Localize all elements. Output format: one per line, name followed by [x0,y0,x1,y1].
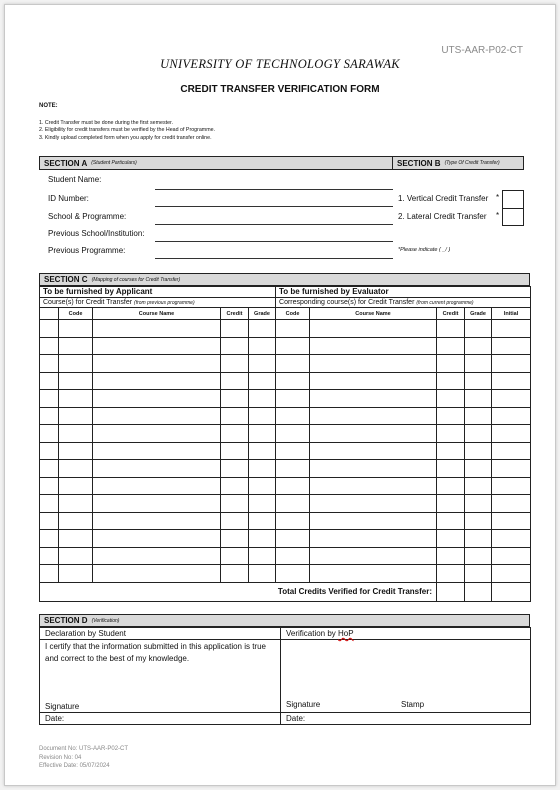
section-c-header [39,273,530,286]
applicant-course-name-cell[interactable] [93,460,221,478]
vertical-transfer-label: 1. Vertical Credit Transfer [398,194,489,203]
course-mapping-table [39,286,531,602]
column-header-code: Code [59,308,93,320]
section-d-label: SECTION D [44,616,88,625]
table-row [40,390,531,408]
applicant-courses-sub: (from previous programme) [134,299,195,306]
evaluator-course-name-cell[interactable] [310,407,437,425]
applicant-credit-cell[interactable] [221,390,249,408]
row-index-cell[interactable] [40,320,59,338]
notes-list [39,120,215,142]
applicant-grade-cell[interactable] [249,547,276,565]
evaluator-course-name-cell[interactable] [310,477,437,495]
evaluator-course-name-cell[interactable] [310,372,437,390]
row-index-cell[interactable] [40,495,59,513]
evaluator-courses-label: Corresponding course(s) for Credit Transfer [279,298,415,306]
applicant-code-cell[interactable] [59,320,93,338]
note-item: 1. Credit Transfer must be done during the first semester. [39,120,173,126]
evaluator-course-name-cell[interactable] [310,390,437,408]
evaluator-grade-cell[interactable] [465,477,492,495]
evaluator-credit-cell[interactable] [437,477,465,495]
evaluator-initial-cell[interactable] [492,407,531,425]
column-header-grade: Grade [249,308,276,320]
evaluator-course-name-cell[interactable] [310,355,437,373]
table-row [40,565,531,583]
evaluator-code-cell[interactable] [276,547,310,565]
evaluator-course-name-cell[interactable] [310,337,437,355]
evaluator-credit-cell[interactable] [437,442,465,460]
row-index-cell[interactable] [40,425,59,443]
evaluator-code-cell[interactable] [276,442,310,460]
evaluator-course-name-cell[interactable] [310,530,437,548]
note-item: 3. Kindly upload completed form when you apply for credit transfer online. [39,134,212,141]
table-row [40,495,531,513]
evaluator-course-name-cell[interactable] [310,547,437,565]
evaluator-credit-cell[interactable] [437,565,465,583]
applicant-code-cell[interactable] [59,390,93,408]
section-b-header [393,157,500,169]
applicant-grade-cell[interactable] [249,460,276,478]
applicant-code-cell[interactable] [59,512,93,530]
evaluator-grade-cell[interactable] [465,565,492,583]
evaluator-grade-cell[interactable] [465,320,492,338]
applicant-credit-cell[interactable] [221,530,249,548]
row-index-cell[interactable] [40,512,59,530]
evaluator-initial-cell[interactable] [492,460,531,478]
evaluator-credit-cell[interactable] [437,372,465,390]
note-item: 2. Eligibility for credit transfers must be verified by the Head of Programme. [39,127,216,134]
applicant-grade-cell[interactable] [249,407,276,425]
evaluator-code-cell[interactable] [276,390,310,408]
row-index-cell[interactable] [40,355,59,373]
evaluator-grade-cell[interactable] [465,425,492,443]
effective-date: Effective Date: 05/07/2024 [39,763,110,769]
evaluator-code-cell[interactable] [276,477,310,495]
section-a-label: SECTION A [44,158,88,168]
evaluator-grade-cell[interactable] [465,407,492,425]
applicant-course-name-cell[interactable] [93,407,221,425]
column-header-row [40,308,531,320]
applicant-credit-cell[interactable] [221,425,249,443]
evaluator-credit-cell[interactable] [437,512,465,530]
university-title: UNIVERSITY OF TECHNOLOGY SARAWAK [160,57,400,71]
applicant-credit-cell[interactable] [221,460,249,478]
applicant-code-cell[interactable] [59,442,93,460]
column-header-course-name: Course Name [310,308,437,320]
evaluator-grade-cell[interactable] [465,495,492,513]
section-d-sub: (Verification) [91,617,120,624]
evaluator-code-cell[interactable] [276,355,310,373]
evaluator-code-cell[interactable] [276,407,310,425]
evaluator-credit-cell[interactable] [437,320,465,338]
evaluator-course-name-cell[interactable] [310,565,437,583]
declaration-header: Declaration by Student [40,628,281,640]
evaluator-initial-cell[interactable] [492,477,531,495]
row-index-cell[interactable] [40,530,59,548]
student-declaration-cell[interactable] [40,640,281,713]
applicant-course-name-cell[interactable] [93,495,221,513]
evaluator-course-name-cell[interactable] [310,512,437,530]
applicant-code-cell[interactable] [59,372,93,390]
applicant-credit-cell[interactable] [221,355,249,373]
evaluator-code-cell[interactable] [276,372,310,390]
note-label: NOTE: [39,103,58,109]
applicant-credit-cell[interactable] [221,495,249,513]
vertical-transfer-checkbox[interactable] [502,190,524,209]
total-grade-cell[interactable] [465,582,492,601]
applicant-credit-cell[interactable] [221,442,249,460]
table-row [40,372,531,390]
applicant-course-name-cell[interactable] [93,372,221,390]
section-d-header [39,614,530,627]
section-b-sub: (Type Of Credit Transfer) [444,160,500,166]
total-credits-label: Total Credits Verified for Credit Transfer: [40,582,437,601]
previous-programme-label: Previous Programme: [48,246,126,255]
applicant-course-name-cell[interactable] [93,547,221,565]
hop-verification-cell[interactable] [281,640,531,713]
form-title: CREDIT TRANSFER VERIFICATION FORM [180,84,380,95]
evaluator-initial-cell[interactable] [492,425,531,443]
applicant-courses-header [40,297,276,308]
evaluator-credit-cell[interactable] [437,460,465,478]
applicant-header: To be furnished by Applicant [40,287,276,298]
student-name-field[interactable] [155,189,393,190]
lateral-transfer-checkbox[interactable] [502,208,524,226]
applicant-credit-cell[interactable] [221,477,249,495]
applicant-code-cell[interactable] [59,530,93,548]
evaluator-credit-cell[interactable] [437,530,465,548]
document-code: UTS-AAR-P02-CT [441,45,523,56]
evaluator-credit-cell[interactable] [437,547,465,565]
applicant-credit-cell[interactable] [221,407,249,425]
student-date-cell[interactable]: Date: [40,713,281,725]
column-header-credit: Credit [221,308,249,320]
column-header-credit: Credit [437,308,465,320]
total-row [40,582,531,601]
verification-header [281,628,531,640]
applicant-code-cell[interactable] [59,477,93,495]
student-name-label: Student Name: [48,175,102,184]
applicant-grade-cell[interactable] [249,372,276,390]
applicant-code-cell[interactable] [59,460,93,478]
applicant-credit-cell[interactable] [221,372,249,390]
evaluator-code-cell[interactable] [276,495,310,513]
table-row [40,460,531,478]
applicant-course-name-cell[interactable] [93,530,221,548]
revision-number: Revision No: 04 [39,754,82,761]
column-header-initial: Initial [492,308,531,320]
applicant-code-cell[interactable] [59,425,93,443]
hop-signature-label: Signature [286,700,321,709]
section-a-header [40,157,393,169]
evaluator-grade-cell[interactable] [465,355,492,373]
applicant-course-name-cell[interactable] [93,442,221,460]
applicant-credit-cell[interactable] [221,512,249,530]
table-row [40,547,531,565]
evaluator-initial-cell[interactable] [492,512,531,530]
previous-school-field[interactable] [155,241,393,242]
evaluator-credit-cell[interactable] [437,390,465,408]
evaluator-code-cell[interactable] [276,320,310,338]
table-row [40,477,531,495]
row-index-cell[interactable] [40,407,59,425]
evaluator-code-cell[interactable] [276,337,310,355]
evaluator-grade-cell[interactable] [465,530,492,548]
document-footer [39,745,128,771]
applicant-code-cell[interactable] [59,495,93,513]
verification-hop: HoP [338,629,354,638]
evaluator-credit-cell[interactable] [437,425,465,443]
stamp-label: Stamp [401,700,425,709]
required-star: * [496,211,500,220]
evaluator-code-cell[interactable] [276,530,310,548]
evaluator-code-cell[interactable] [276,425,310,443]
applicant-course-name-cell[interactable] [93,390,221,408]
verification-prefix: Verification by [286,629,339,638]
form-page [4,4,556,786]
row-index-cell[interactable] [40,565,59,583]
row-index-cell[interactable] [40,390,59,408]
evaluator-credit-cell[interactable] [437,495,465,513]
applicant-credit-cell[interactable] [221,547,249,565]
total-credits-cell[interactable] [437,582,465,601]
column-header-index [40,308,59,320]
applicant-grade-cell[interactable] [249,565,276,583]
row-index-cell[interactable] [40,460,59,478]
evaluator-grade-cell[interactable] [465,337,492,355]
student-signature-label: Signature [45,702,80,711]
evaluator-course-name-cell[interactable] [310,320,437,338]
applicant-grade-cell[interactable] [249,495,276,513]
evaluator-code-cell[interactable] [276,460,310,478]
evaluator-initial-cell[interactable] [492,530,531,548]
hop-date-cell[interactable]: Date: [281,713,531,725]
table-row [40,425,531,443]
section-c-sub: (Mapping of courses for Credit Transfer) [91,276,181,283]
school-programme-field[interactable] [155,224,393,225]
applicant-code-cell[interactable] [59,337,93,355]
applicant-course-name-cell[interactable] [93,425,221,443]
applicant-grade-cell[interactable] [249,477,276,495]
applicant-courses-label: Course(s) for Credit Transfer [43,298,133,306]
section-b-label: SECTION B [397,158,441,168]
evaluator-initial-cell[interactable] [492,372,531,390]
applicant-code-cell[interactable] [59,565,93,583]
evaluator-credit-cell[interactable] [437,407,465,425]
table-row [40,320,531,338]
applicant-grade-cell[interactable] [249,320,276,338]
total-initial-cell[interactable] [492,582,531,601]
evaluator-courses-header [276,297,531,308]
applicant-credit-cell[interactable] [221,337,249,355]
applicant-credit-cell[interactable] [221,320,249,338]
table-row [40,512,531,530]
column-header-grade: Grade [465,308,492,320]
applicant-course-name-cell[interactable] [93,512,221,530]
applicant-credit-cell[interactable] [221,565,249,583]
evaluator-grade-cell[interactable] [465,460,492,478]
evaluator-initial-cell[interactable] [492,565,531,583]
applicant-code-cell[interactable] [59,407,93,425]
lateral-transfer-label: 2. Lateral Credit Transfer [398,212,487,221]
applicant-code-cell[interactable] [59,355,93,373]
evaluator-initial-cell[interactable] [492,495,531,513]
evaluator-grade-cell[interactable] [465,372,492,390]
evaluator-course-name-cell[interactable] [310,425,437,443]
table-row [40,530,531,548]
previous-school-label: Previous School/Institution: [48,229,145,238]
evaluator-code-cell[interactable] [276,565,310,583]
applicant-course-name-cell[interactable] [93,565,221,583]
row-index-cell[interactable] [40,442,59,460]
document-number: Document No: UTS-AAR-P02-CT [39,746,129,752]
applicant-grade-cell[interactable] [249,425,276,443]
evaluator-grade-cell[interactable] [465,547,492,565]
evaluator-initial-cell[interactable] [492,547,531,565]
certify-statement: I certify that the information submitted in this application is true and correct to the best of my knowledge. [45,642,266,663]
applicant-code-cell[interactable] [59,547,93,565]
row-index-cell[interactable] [40,337,59,355]
evaluator-code-cell[interactable] [276,512,310,530]
evaluator-initial-cell[interactable] [492,355,531,373]
applicant-course-name-cell[interactable] [93,355,221,373]
indicate-note: *Please indicate ( _/ ) [398,247,451,253]
applicant-grade-cell[interactable] [249,390,276,408]
evaluator-initial-cell[interactable] [492,390,531,408]
required-star: * [496,193,500,202]
course-rows [40,320,531,583]
section-ab-header [39,156,524,170]
evaluator-credit-cell[interactable] [437,337,465,355]
column-header-course-name: Course Name [93,308,221,320]
student-signature-area [45,665,275,711]
evaluator-grade-cell[interactable] [465,512,492,530]
section-c-label: SECTION C [44,275,88,284]
applicant-grade-cell[interactable] [249,512,276,530]
applicant-course-name-cell[interactable] [93,320,221,338]
applicant-course-name-cell[interactable] [93,337,221,355]
applicant-grade-cell[interactable] [249,355,276,373]
column-header-code: Code [276,308,310,320]
id-number-label: ID Number: [48,194,89,203]
evaluator-initial-cell[interactable] [492,337,531,355]
evaluator-credit-cell[interactable] [437,355,465,373]
evaluator-course-name-cell[interactable] [310,495,437,513]
table-row [40,442,531,460]
evaluator-header: To be furnished by Evaluator [276,287,531,298]
id-number-field[interactable] [155,206,393,207]
evaluator-course-name-cell[interactable] [310,442,437,460]
school-programme-label: School & Programme: [48,212,127,221]
table-row [40,407,531,425]
section-a-sub: (Student Particulars) [91,160,137,166]
evaluator-grade-cell[interactable] [465,390,492,408]
row-index-cell[interactable] [40,547,59,565]
evaluator-courses-sub: (from current programme) [416,299,474,306]
table-row [40,337,531,355]
hop-signature-area [286,641,525,709]
evaluator-course-name-cell[interactable] [310,460,437,478]
evaluator-initial-cell[interactable] [492,442,531,460]
verification-table [39,627,531,725]
applicant-grade-cell[interactable] [249,337,276,355]
evaluator-initial-cell[interactable] [492,320,531,338]
row-index-cell[interactable] [40,372,59,390]
row-index-cell[interactable] [40,477,59,495]
applicant-grade-cell[interactable] [249,442,276,460]
table-row [40,355,531,373]
applicant-course-name-cell[interactable] [93,477,221,495]
applicant-grade-cell[interactable] [249,530,276,548]
previous-programme-field[interactable] [155,258,393,259]
evaluator-grade-cell[interactable] [465,442,492,460]
